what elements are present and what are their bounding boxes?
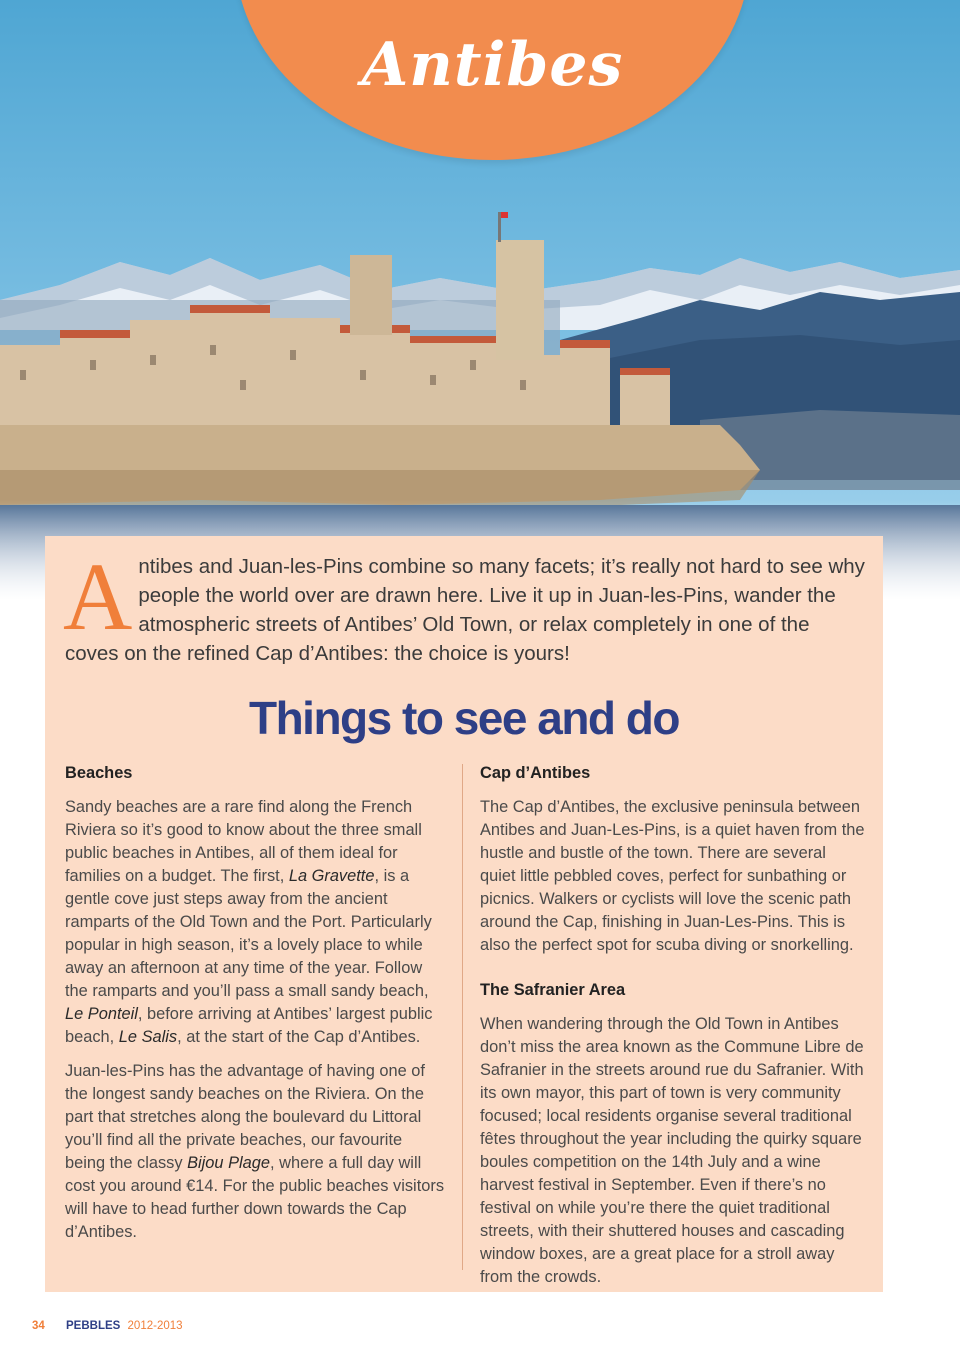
publication-name: PEBBLES bbox=[66, 1320, 121, 1332]
intro-text: ntibes and Juan-les-Pins combine so many facets; it’s really not hard to see why people the world over are drawn here. Live it up in Juan-les-Pins, wander the atmospheric streets of Antibes’ Old Town, or relax completely in one of the coves on the refined Cap d’Antibes: the choice is yours! bbox=[65, 555, 865, 665]
beach-name-bijou-plage: Bijou Plage bbox=[187, 1154, 271, 1172]
section-heading: Things to see and do bbox=[248, 692, 680, 744]
intro-paragraph bbox=[63, 543, 865, 668]
left-column bbox=[65, 762, 445, 1255]
content-panel bbox=[45, 536, 883, 1292]
beach-name-le-ponteil: Le Ponteil bbox=[65, 1005, 138, 1023]
beach-name-le-salis: Le Salis bbox=[118, 1028, 178, 1046]
beaches-title: Beaches bbox=[65, 764, 133, 782]
page-number: 34 bbox=[32, 1320, 45, 1332]
beaches-paragraph-1: Sandy beaches are a rare find along the French Riviera so it’s good to know about the three small public beaches in Antibes, all of them ideal for families on a budget. The first, La Gravette, is a gentle cove just steps away from the ancient ramparts of the Old Town and the Port. Particularly popular in high season, it’s a lovely place to while away an afternoon at any time of the year. Follow the ramparts and you’ll pass a small sandy beach, Le Ponteil, before arriving at Antibes’ largest public beach, Le Salis, at the start of the Cap d’Antibes. bbox=[65, 798, 433, 1046]
right-column bbox=[480, 762, 865, 1300]
drop-cap: A bbox=[63, 543, 133, 650]
page-title: Antibes bbox=[361, 30, 624, 100]
column-divider bbox=[462, 764, 463, 1270]
cap-paragraph: The Cap d’Antibes, the exclusive peninsula between Antibes and Juan-Les-Pins, is a quiet haven from the hustle and bustle of the town. There are several quiet little pebbled coves, perfect for sunbathing or picnics. Walkers or cyclists will love the scenic path around the Cap, finishing in Juan-Les-Pins. This is also the perfect spot for scuba diving or snorkelling. bbox=[480, 798, 865, 954]
publication-year: 2012-2013 bbox=[127, 1320, 183, 1332]
page-footer bbox=[32, 1320, 183, 1332]
beach-name-la-gravette: La Gravette bbox=[288, 867, 375, 885]
safranier-paragraph: When wandering through the Old Town in Antibes don’t miss the area known as the Commune Libre de Safranier in the streets around rue du Safranier. With its own mayor, this part of town is very community focused; local residents organise several traditional fêtes throughout the year including the quirky square boules competition on the 14th July and a wine harvest festival in September. Even if there’s no festival on while you’re there the quiet traditional streets, with their shuttered houses and cascading window boxes, are a great place for a stroll away from the crowds. bbox=[480, 1015, 864, 1286]
cap-title: Cap d’Antibes bbox=[480, 764, 591, 782]
safranier-title: The Safranier Area bbox=[480, 981, 626, 999]
beaches-paragraph-2: Juan-les-Pins has the advantage of having one of the longest sandy beaches on the Riviera. On the part that stretches along the boulevard du Littoral you’ll find all the private beaches, our favourite being the classy Bijou Plage, where a full day will cost you around €14. For the public beaches visitors will have to head further down towards the Cap d’Antibes. bbox=[65, 1062, 445, 1241]
